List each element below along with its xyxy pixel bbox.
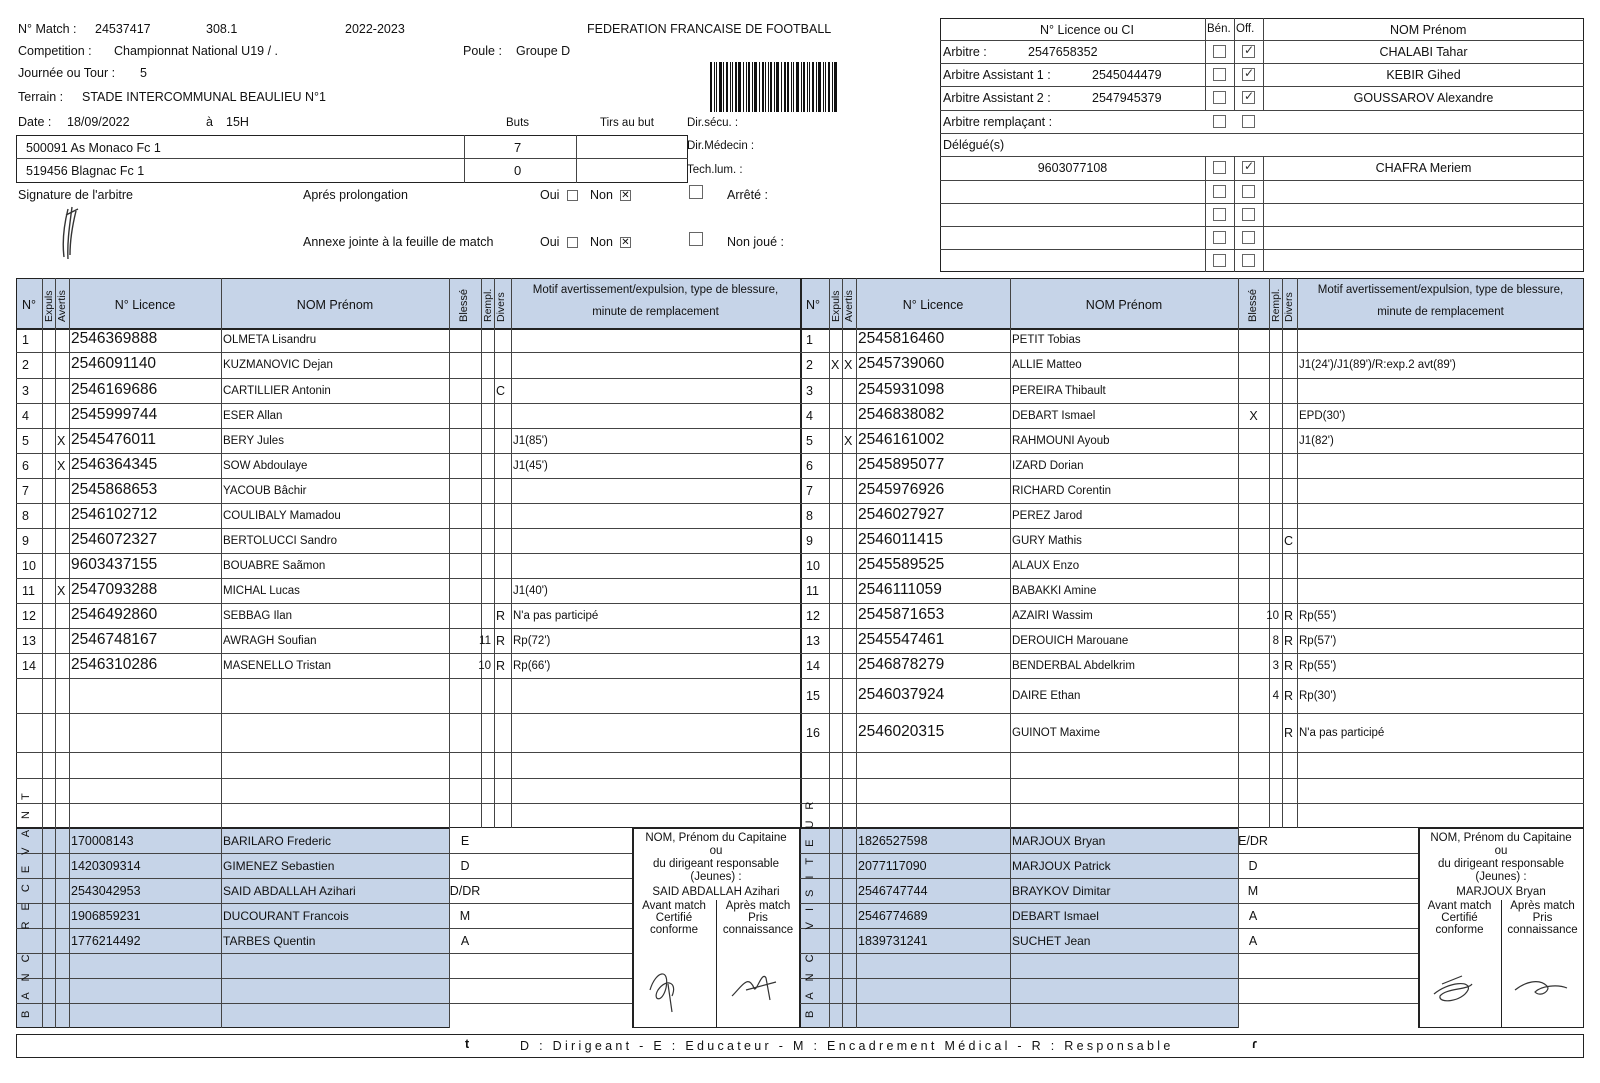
poule: Groupe D: [516, 44, 571, 58]
delegue-ben-checkbox[interactable]: [1213, 208, 1226, 221]
captain-after-label: Pris: [1532, 912, 1553, 924]
captain-title-line: du dirigeant responsable: [653, 858, 779, 870]
captain-after-signature-icon: [726, 960, 786, 1015]
annexe-non-checkbox[interactable]: ✕: [621, 237, 630, 248]
captain-before-label: Certifié: [655, 912, 693, 924]
player-row: [800, 778, 1584, 803]
tech-lum-label: Tech.lum. :: [687, 164, 743, 176]
prolongation-oui-checkbox[interactable]: [567, 190, 578, 201]
delegue-off-checkbox[interactable]: [1242, 161, 1255, 174]
bench-role: D/DR: [449, 884, 481, 898]
player-divers: R: [1284, 608, 1294, 623]
official-off-checkbox[interactable]: [1242, 115, 1255, 128]
player-name: RAHMOUNI Ayoub: [1012, 434, 1110, 447]
barcode-icon: [710, 62, 839, 112]
player-number: 1: [22, 333, 29, 347]
official-off-checkbox[interactable]: [1242, 45, 1255, 58]
captain-after-signature-icon: [1511, 960, 1571, 1015]
player-number: 12: [22, 608, 36, 623]
col-expuls-header: Expuls: [43, 290, 55, 322]
away-team: 519456 Blagnac Fc 1: [26, 164, 145, 178]
player-name: GUINOT Maxime: [1012, 726, 1100, 739]
player-divers: C: [1284, 533, 1294, 548]
player-warning: X: [844, 358, 853, 372]
player-number: 3: [806, 383, 813, 398]
official-name: GOUSSAROV Alexandre: [1353, 91, 1494, 105]
captain-after-label: connaissance: [1507, 924, 1578, 936]
player-licence: 2545895077: [858, 455, 945, 473]
player-number: 1: [806, 333, 813, 347]
player-licence: 2546011415: [858, 530, 944, 548]
player-licence: 2546020315: [858, 722, 945, 740]
delegue-label: Délégué(s): [943, 138, 1005, 152]
bench-licence: 1839731241: [858, 934, 928, 948]
player-name: OLMETA Lisandru: [223, 334, 317, 346]
player-number: 13: [806, 633, 820, 648]
non-joue-label: Non joué :: [727, 235, 784, 249]
player-licence: 2546492860: [71, 605, 158, 623]
col-rempl-header: Rempl.: [1270, 288, 1282, 322]
player-motif: J1(24')/J1(89')/R:exp.2 avt(89'): [1299, 359, 1456, 371]
annexe-oui-checkbox[interactable]: [567, 237, 578, 248]
captain-title-line: NOM, Prénom du Capitaine: [1430, 832, 1572, 844]
bench-name: SUCHET Jean: [1012, 934, 1091, 948]
player-number: 6: [22, 458, 29, 473]
player-warning: X: [57, 433, 66, 448]
referee-signature-icon: [58, 205, 88, 261]
delegue-ben-checkbox[interactable]: [1213, 161, 1226, 174]
prolongation-non-checkbox[interactable]: ✕: [621, 190, 630, 201]
player-divers: R: [1284, 725, 1294, 740]
player-number: 12: [806, 608, 820, 623]
bench-role: D: [460, 859, 470, 873]
bench-role: D: [1248, 859, 1258, 873]
journee-label: Journée ou Tour :: [18, 66, 116, 80]
player-licence: 2546091140: [71, 355, 157, 372]
annexe-oui-label: Oui: [540, 235, 560, 249]
player-row: [800, 803, 1584, 828]
player-number: 15: [806, 688, 820, 703]
match-date: 18/09/2022: [67, 115, 130, 129]
col-blesse-header: Blessé: [1247, 288, 1259, 322]
player-row: [800, 752, 1584, 778]
footer-right-mark: ɾ: [1252, 1037, 1257, 1051]
player-motif: N'a pas participé: [513, 609, 599, 622]
player-licence: 2545999744: [71, 405, 158, 423]
bench-name: TARBES Quentin: [223, 934, 316, 948]
official-licence: 2547945379: [1092, 91, 1162, 105]
player-licence: 2546838082: [858, 405, 945, 423]
col-num-header: N°: [22, 298, 37, 312]
arrete-label: Arrêté :: [727, 188, 768, 202]
player-number: 9: [22, 533, 29, 548]
player-motif: N'a pas participé: [1299, 726, 1385, 739]
bench-name: SAID ABDALLAH Azihari: [223, 884, 356, 898]
player-number: 9: [806, 533, 813, 548]
officials-col-off: Off.: [1236, 23, 1255, 35]
official-licence: 2547658352: [1028, 45, 1098, 59]
bench-role: E/DR: [1238, 834, 1268, 848]
player-number: 3: [22, 383, 29, 398]
player-licence: 2545868653: [71, 480, 158, 498]
official-ben-checkbox[interactable]: [1213, 91, 1226, 104]
bench-licence: 2077117090: [858, 859, 927, 873]
bench-name: BARILARO Frederic: [223, 834, 332, 848]
player-name: PEREZ Jarod: [1012, 509, 1083, 522]
terrain-label: Terrain :: [18, 90, 64, 104]
bench-licence: 1906859231: [71, 909, 141, 923]
player-divers: C: [496, 383, 506, 398]
player-divers: R: [496, 633, 506, 648]
player-motif: J1(82'): [1299, 434, 1334, 447]
col-divers-header: Divers: [495, 292, 507, 322]
match-code: 308.1: [206, 22, 238, 36]
player-replaced-number: 3: [1272, 659, 1279, 672]
player-name: DEROUICH Marouane: [1012, 634, 1129, 647]
player-name: AWRAGH Soufian: [223, 634, 317, 647]
match-time: 15H: [226, 115, 249, 129]
delegue-off-checkbox[interactable]: [1242, 185, 1255, 198]
player-name: COULIBALY Mamadou: [223, 509, 341, 522]
official-role-label: Arbitre Assistant 2 :: [943, 91, 1051, 105]
goals-label: Buts: [506, 117, 530, 129]
player-row: [16, 678, 800, 713]
player-licence: 2546102712: [71, 505, 158, 523]
player-number: 7: [806, 483, 813, 498]
player-row: [16, 803, 800, 828]
player-name: DEBART Ismael: [1012, 409, 1096, 422]
player-number: 8: [22, 508, 29, 523]
delegue-ben-checkbox[interactable]: [1213, 231, 1226, 244]
player-number: 10: [22, 558, 36, 573]
col-name-header: NOM Prénom: [1085, 298, 1163, 312]
official-off-checkbox[interactable]: [1242, 68, 1255, 81]
bench-name: MARJOUX Bryan: [1012, 834, 1106, 848]
player-licence: 2546369888: [71, 330, 158, 347]
bench-name: DUCOURANT Francois: [223, 909, 349, 923]
player-row: [16, 752, 800, 778]
home-team: 500091 As Monaco Fc 1: [26, 141, 161, 155]
journee: 5: [140, 66, 147, 80]
player-licence: 2545476011: [71, 430, 157, 448]
competition-label: Competition :: [18, 44, 92, 58]
footer-legend: D : Dirigeant - E : Educateur - M : Encadrement Médical - R : Responsable: [520, 1039, 1174, 1053]
player-number: 11: [806, 583, 819, 598]
player-licence: 2545871653: [858, 605, 945, 623]
player-licence: 2545589525: [858, 555, 945, 573]
footer-left-mark: t: [465, 1037, 470, 1051]
bench-licence: 1776214492: [71, 934, 141, 948]
player-name: BERTOLUCCI Sandro: [223, 534, 337, 547]
captain-before-label: Certifié: [1441, 912, 1478, 924]
player-name: SOW Abdoulaye: [223, 459, 308, 472]
col-name-header: NOM Prénom: [296, 298, 374, 312]
player-name: AZAIRI Wassim: [1012, 609, 1093, 622]
player-number: 14: [22, 658, 36, 673]
prolongation-oui-label: Oui: [540, 188, 560, 202]
arrete-checkbox[interactable]: [689, 185, 703, 199]
delegue-off-checkbox[interactable]: [1242, 231, 1255, 244]
bench-licence: 2546747744: [858, 884, 928, 898]
match-number: 24537417: [95, 22, 151, 36]
player-number: 7: [22, 483, 29, 498]
bench-role: E: [460, 834, 470, 848]
player-expulsion: X: [831, 358, 840, 372]
player-name: IZARD Dorian: [1012, 459, 1084, 472]
player-name: ALLIE Matteo: [1012, 359, 1082, 371]
captain-after-label: Après match: [1510, 900, 1575, 912]
player-number: 4: [22, 408, 29, 423]
delegue-name: CHAFRA Meriem: [1375, 161, 1472, 175]
bench-role: A: [1248, 909, 1258, 923]
bench-role: A: [460, 934, 470, 948]
player-number: 5: [806, 433, 813, 448]
player-number: 2: [22, 358, 29, 372]
col-divers-header: Divers: [1283, 292, 1295, 322]
player-name: KUZMANOVIC Dejan: [223, 359, 333, 371]
captain-after-label: Après match: [725, 900, 791, 912]
official-role-label: Arbitre Assistant 1 :: [943, 68, 1051, 82]
player-row: [16, 778, 800, 803]
player-replaced-number: 11: [479, 634, 491, 647]
dir-secu-label: Dir.sécu. :: [687, 117, 739, 129]
bench-licence: 1826527598: [858, 834, 928, 848]
player-licence: 2546748167: [71, 630, 158, 648]
captain-before-label: Avant match: [642, 900, 706, 912]
official-licence: 2545044479: [1092, 68, 1162, 82]
away-goals: 0: [514, 163, 522, 178]
player-licence: 2546161002: [858, 430, 945, 448]
season: 2022-2023: [345, 22, 405, 36]
terrain: STADE INTERCOMMUNAL BEAULIEU N°1: [82, 90, 326, 104]
official-ben-checkbox[interactable]: [1213, 115, 1226, 128]
bench-licence: 2546774689: [858, 909, 928, 923]
player-licence: 2545739060: [858, 355, 945, 372]
penalties-label: Tirs au but: [600, 117, 654, 129]
home-goals: 7: [514, 140, 522, 155]
player-row: [16, 713, 800, 752]
delegue-ben-checkbox[interactable]: [1213, 185, 1226, 198]
player-number: 14: [806, 658, 820, 673]
col-motif-header-line1: Motif avertissement/expulsion, type de blessure,: [532, 284, 779, 296]
annexe-label: Annexe jointe à la feuille de match: [303, 235, 494, 249]
player-name: PETIT Tobias: [1012, 334, 1081, 346]
player-replaced-number: 10: [478, 659, 491, 672]
player-licence: 2546364345: [71, 455, 158, 473]
officials-col-name: NOM Prénom: [1390, 23, 1467, 37]
player-licence: 2545816460: [858, 330, 945, 347]
player-injured: X: [1249, 408, 1258, 423]
bench-name: DEBART Ismael: [1012, 909, 1099, 923]
captain-name: MARJOUX Bryan: [1456, 886, 1546, 898]
delegue-ben-checkbox[interactable]: [1213, 254, 1226, 267]
captain-title-line: du dirigeant responsable: [1438, 858, 1564, 870]
bench-licence: 1420309314: [71, 859, 141, 873]
bench-role: M: [1247, 884, 1259, 898]
date-label: Date :: [18, 115, 52, 129]
official-off-checkbox[interactable]: [1242, 91, 1255, 104]
referee-signature-label: Signature de l'arbitre: [18, 188, 133, 202]
player-licence: 2547093288: [71, 580, 158, 598]
captain-title-line: (Jeunes) :: [690, 871, 742, 883]
player-name: MICHAL Lucas: [223, 584, 300, 597]
bench-name: BRAYKOV Dimitar: [1012, 884, 1111, 898]
bench-role: A: [1248, 934, 1258, 948]
player-licence: 2545547461: [858, 630, 945, 648]
player-licence: 2546037924: [858, 685, 945, 703]
col-avertis-header: Avertis: [56, 290, 68, 322]
official-role-label: Arbitre :: [943, 45, 987, 59]
captain-title-line: ou: [709, 845, 723, 857]
player-motif: Rp(30'): [1299, 689, 1337, 702]
player-licence: 2545931098: [858, 380, 945, 398]
delegue-off-checkbox[interactable]: [1242, 208, 1255, 221]
player-name: SEBBAG Ilan: [223, 609, 293, 622]
player-name: CARTILLIER Antonin: [223, 384, 331, 397]
bench-licence: 2543042953: [71, 884, 141, 898]
bench-name: MARJOUX Patrick: [1012, 859, 1111, 873]
player-name: GURY Mathis: [1012, 534, 1082, 547]
player-name: BENDERBAL Abdelkrim: [1012, 659, 1135, 672]
captain-before-label: conforme: [650, 924, 698, 936]
player-number: 2: [806, 358, 813, 372]
player-warning: X: [57, 583, 66, 598]
captain-before-signature-icon: [642, 960, 702, 1015]
player-motif: EPD(30'): [1299, 409, 1346, 422]
captain-before-signature-icon: [1428, 960, 1488, 1015]
player-name: DAIRE Ethan: [1012, 689, 1081, 702]
captain-after-label: Pris: [748, 912, 768, 924]
annexe-non-label: Non: [590, 235, 613, 249]
captain-title-line: (Jeunes) :: [1475, 871, 1527, 883]
official-name: CHALABI Tahar: [1379, 45, 1468, 59]
time-label: à: [206, 115, 213, 129]
col-motif-header-line1: Motif avertissement/expulsion, type de blessure,: [1317, 284, 1564, 296]
captain-title-line: ou: [1494, 845, 1508, 857]
col-expuls-header: Expuls: [830, 290, 842, 322]
prolongation-label: Aprés prolongation: [303, 188, 408, 202]
player-licence: 2546027927: [858, 505, 945, 523]
player-name: YACOUB Bâchir: [223, 484, 307, 497]
captain-title-line: NOM, Prénom du Capitaine: [645, 832, 787, 844]
player-name: MASENELLO Tristan: [223, 659, 332, 672]
federation-title: FEDERATION FRANCAISE DE FOOTBALL: [587, 22, 832, 36]
player-motif: Rp(66'): [513, 659, 551, 672]
col-rempl-header: Rempl.: [482, 288, 494, 322]
col-num-header: N°: [806, 298, 821, 312]
player-number: 5: [22, 433, 29, 448]
player-motif: Rp(55'): [1299, 609, 1337, 622]
col-motif-header-line2: minute de remplacement: [592, 306, 719, 318]
player-divers: R: [1284, 688, 1294, 703]
official-ben-checkbox[interactable]: [1213, 45, 1226, 58]
player-licence: 9603437155: [71, 555, 158, 573]
bench-licence: 170008143: [71, 834, 134, 848]
bench-vertical-label: BANC RECEVANT: [20, 782, 32, 1018]
bench-role: M: [459, 909, 471, 923]
officials-col-licence: N° Licence ou CI: [1040, 23, 1134, 37]
captain-before-label: conforme: [1435, 924, 1484, 936]
player-divers: R: [496, 658, 506, 673]
bench-vertical-label: BANC VISITEUR: [804, 790, 816, 1018]
player-licence: 2545976926: [858, 480, 945, 498]
poule-label: Poule :: [463, 44, 502, 58]
player-replaced-number: 4: [1272, 689, 1279, 702]
non-joue-checkbox[interactable]: [689, 232, 703, 246]
player-motif: Rp(57'): [1299, 634, 1337, 647]
captain-after-label: connaissance: [722, 924, 794, 936]
captain-before-label: Avant match: [1427, 900, 1492, 912]
officials-col-ben: Bén.: [1207, 23, 1231, 35]
player-licence: 2546072327: [71, 530, 158, 548]
player-divers: R: [496, 608, 506, 623]
player-replaced-number: 10: [1266, 609, 1279, 622]
player-name: ALAUX Enzo: [1012, 559, 1080, 572]
match-number-label: N° Match :: [18, 22, 77, 36]
player-warning: X: [844, 433, 853, 448]
player-motif: J1(40'): [513, 584, 548, 597]
col-motif-header-line2: minute de remplacement: [1377, 306, 1504, 318]
player-warning: X: [57, 458, 66, 473]
delegue-licence: 9603077108: [1037, 161, 1108, 175]
bench-name: GIMENEZ Sebastien: [223, 859, 335, 873]
player-replaced-number: 8: [1272, 634, 1279, 647]
player-motif: J1(45'): [513, 459, 548, 472]
player-divers: R: [1284, 658, 1294, 673]
player-number: 13: [22, 633, 36, 648]
player-motif: Rp(72'): [513, 634, 551, 647]
player-name: BOUABRE Saãmon: [223, 559, 326, 572]
dir-medecin-label: Dir.Médecin :: [687, 140, 755, 152]
player-licence: 2546878279: [858, 655, 945, 673]
delegue-off-checkbox[interactable]: [1242, 254, 1255, 267]
prolongation-non-label: Non: [590, 188, 613, 202]
player-number: 4: [806, 408, 813, 423]
captain-name: SAID ABDALLAH Azihari: [652, 886, 780, 898]
official-ben-checkbox[interactable]: [1213, 68, 1226, 81]
player-motif: Rp(55'): [1299, 659, 1337, 672]
player-name: BERY Jules: [223, 434, 284, 447]
official-role-label: Arbitre remplaçant :: [943, 115, 1053, 129]
player-number: 16: [806, 725, 820, 740]
col-licence-header: N° Licence: [114, 298, 176, 312]
player-number: 11: [22, 583, 35, 598]
player-name: PEREIRA Thibault: [1012, 384, 1106, 397]
player-divers: R: [1284, 633, 1294, 648]
col-blesse-header: Blessé: [458, 288, 470, 322]
player-name: BABAKKI Amine: [1012, 584, 1097, 597]
competition: Championnat National U19 / .: [114, 44, 278, 58]
player-licence: 2546310286: [71, 655, 158, 673]
player-licence: 2546169686: [71, 380, 158, 398]
player-number: 8: [806, 508, 813, 523]
player-licence: 2546111059: [858, 580, 942, 598]
player-number: 6: [806, 458, 813, 473]
player-motif: J1(85'): [513, 434, 548, 447]
col-avertis-header: Avertis: [843, 290, 855, 322]
col-licence-header: N° Licence: [902, 298, 964, 312]
player-name: ESER Allan: [223, 409, 283, 422]
player-number: 10: [806, 558, 820, 573]
official-name: KEBIR Gihed: [1386, 68, 1461, 82]
player-name: RICHARD Corentin: [1012, 484, 1112, 497]
